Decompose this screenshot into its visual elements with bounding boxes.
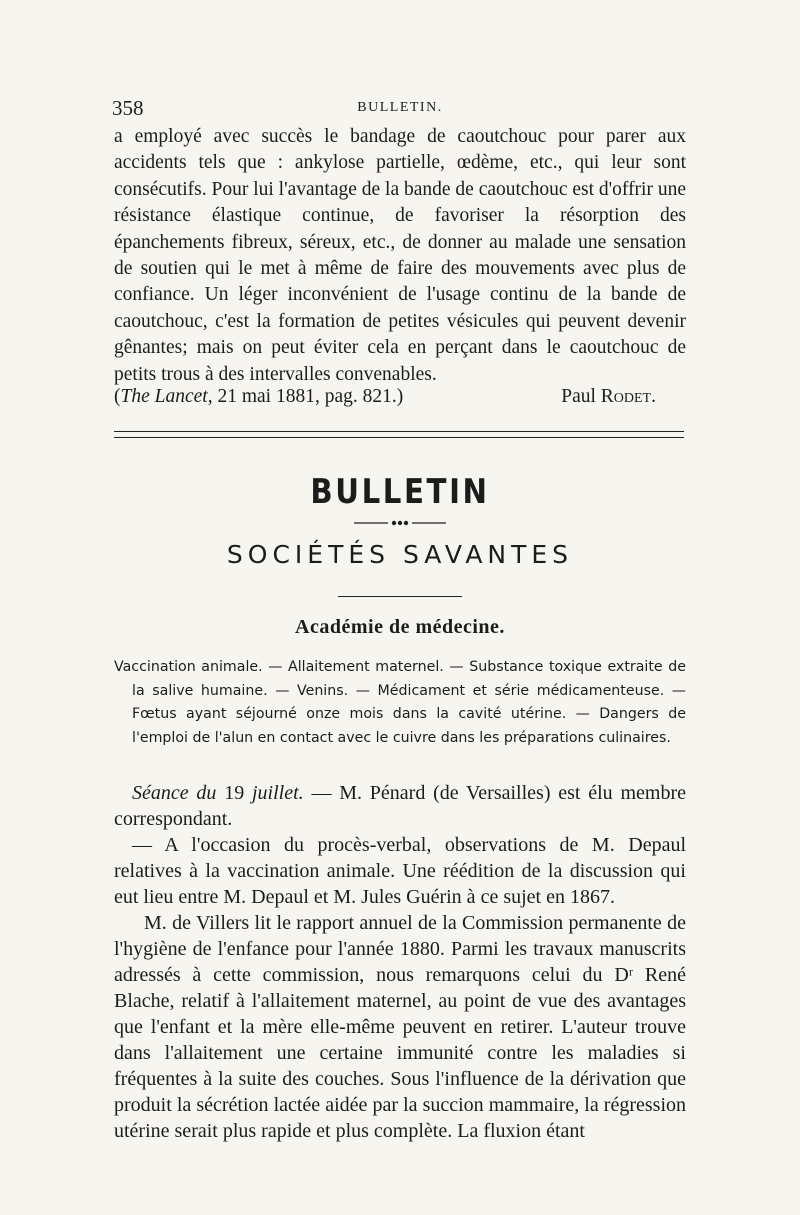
seance-day: 19 (224, 782, 245, 804)
seance-month: juillet. (251, 782, 304, 804)
ornament-divider (350, 519, 450, 527)
vaccination-paragraph: — A l'occasion du procès-verbal, observations de M. Depaul relatives à la vaccination animale. Une réédition de la discussion qui eut lieu entre M. Depaul et M. Jules Guérin à ce sujet en 1867. (114, 834, 686, 908)
paragraph-continued: a employé avec succès le bandage de caoutchouc pour parer aux accidents tels que : ankylose partielle, œdème, etc., qui leur sont consécutifs. Pour lui l'avantage de la bande de caoutchouc est d'offrir une résistance élastique continue, de favoriser la résorption des épanchements fibreux, séreux, etc., de donner au malade une sensation de soutien qui le met à même de faire des mouvements avec plus de confiance. Un léger inconvénient de l'usage continu de la bande de caoutchouc, c'est la formation de petites vésicules qui peuvent devenir gênantes; mais on peut éviter cela en perçant dans le caoutchouc de petits trous à des intervalles convenables. (114, 126, 686, 385)
seance-text: — M. Pénard (de Versailles) est élu membre correspondant. (114, 782, 686, 830)
running-title: BULLETIN. (357, 100, 443, 115)
author-signature (561, 386, 656, 408)
author-last-name: Rodet. (600, 386, 656, 407)
seance-paragraph (114, 780, 686, 832)
running-head (112, 96, 688, 122)
villers-report-paragraph: M. de Villers lit le rapport annuel de la Commission permanente de l'hygiène de l'enfance pour l'année 1880. Parmi les travaux manuscrits adressés à cette commission, nous remarquons celui du Dʳ René Blache, relatif à l'allaitement maternel, au point de vue des avantages que l'enfant et la mère elle-même peuvent en retirer. L'auteur trouve dans l'allaitement une certaine immunité contre les maladies si fréquentes à la suite des couches. Sous l'influence de la dérivation que produit la sécrétion lactée aidée par la succion mammaire, la régression utérine serait plus rapide et plus complète. La fluxion étant (114, 912, 686, 1142)
session-summary (114, 656, 686, 750)
seance-label: Séance du (132, 782, 217, 804)
society-heading: Académie de médecine. (295, 616, 505, 638)
section-title: BULLETIN (310, 472, 490, 512)
section-subtitle: SOCIÉTÉS SAVANTES (226, 540, 574, 569)
reference-details: , 21 mai 1881, pag. 821.) (207, 386, 404, 407)
page-number: 358 (112, 96, 144, 120)
reference-citation (114, 386, 403, 408)
double-rule-divider (114, 431, 684, 438)
journal-name: The Lancet (120, 386, 208, 407)
reference-open-paren: ( (114, 386, 121, 407)
short-rule (338, 596, 462, 597)
summary-text: Vaccination animale. — Allaitement maternel. — Substance toxique extraite de la salive humaine. — Venins. — Médicament et série médicamenteuse. — Fœtus ayant séjourné onze mois dans la cavité utérine. — Dangers de l'emploi de l'alun en contact avec le cuivre dans les préparations culinaires. (114, 659, 686, 746)
reference-line (114, 386, 686, 412)
author-first-name: Paul (561, 386, 596, 407)
